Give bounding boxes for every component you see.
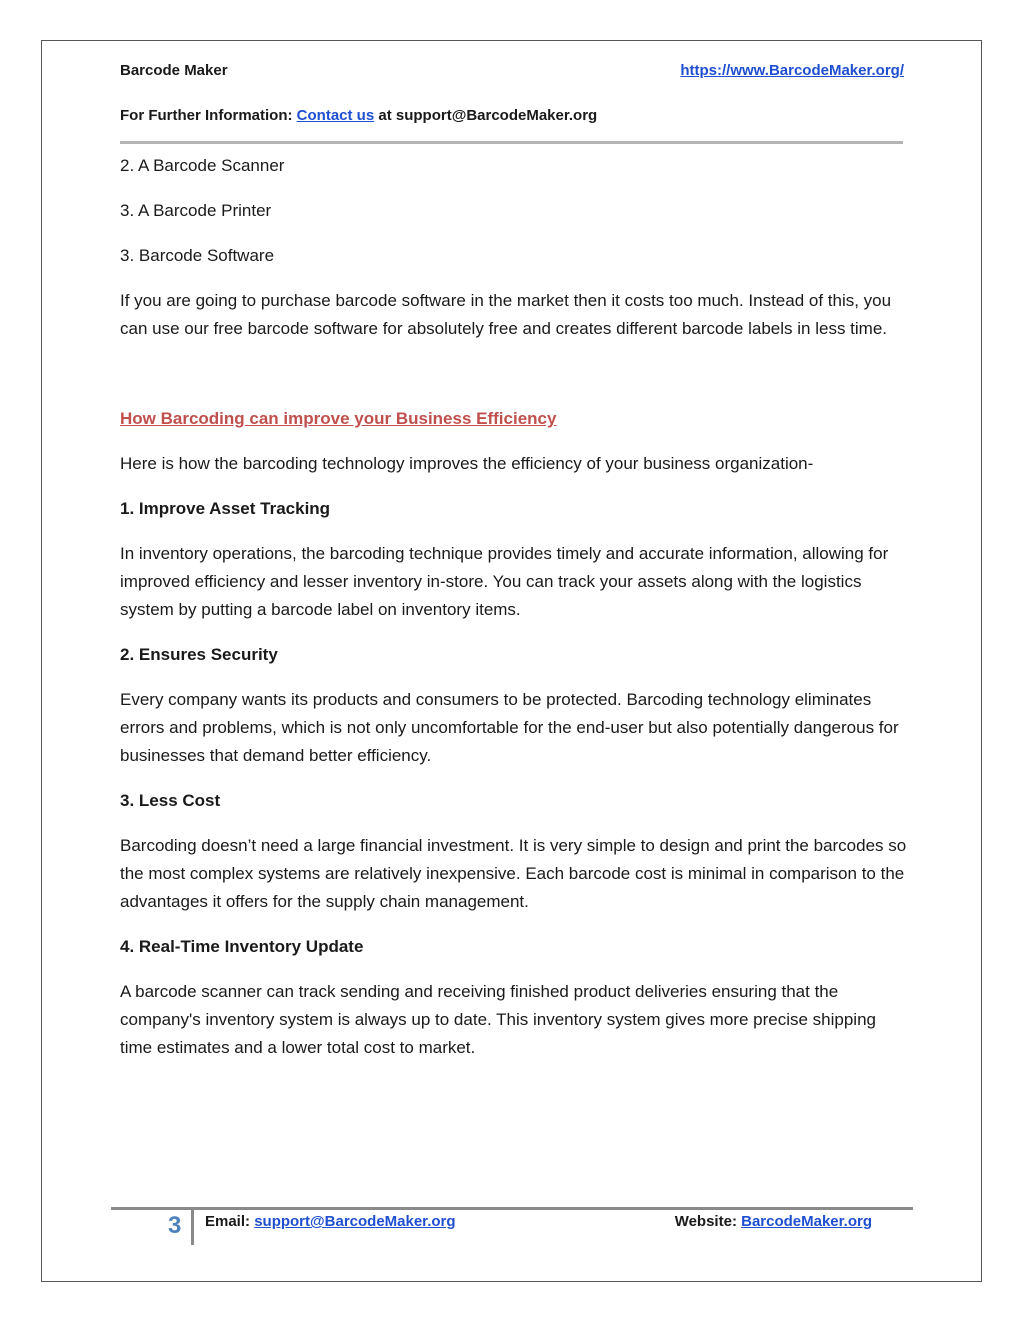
header-title: Barcode Maker bbox=[120, 62, 228, 79]
footer-website-link[interactable]: BarcodeMaker.org bbox=[741, 1213, 872, 1230]
contact-us-link[interactable]: Contact us bbox=[296, 107, 375, 124]
footer-email-label: Email: bbox=[205, 1213, 251, 1230]
footer-divider bbox=[111, 1207, 913, 1210]
point-text: Barcoding doesn’t need a large financial investment. It is very simple to design and print the barcodes so the most complex systems are relatively inexpensive. Each barcode cost is minimal in comparison to the advantages it offers for the supply chain management. bbox=[120, 836, 907, 911]
intro-paragraph: If you are going to purchase barcode software in the market then it costs too much. Instead of this, you can use our free barcode software for absolutely free and creates different barcode labels in less time. bbox=[120, 291, 892, 338]
list-item: 3. Barcode Software bbox=[120, 246, 275, 265]
header-info-prefix: For Further Information: bbox=[120, 107, 293, 124]
point-text: Every company wants its products and consumers to be protected. Barcoding technology eliminates errors and problems, which is not only uncomfortable for the end-user but also potentially dangerous for businesses that demand better efficiency. bbox=[120, 690, 899, 765]
section-intro: Here is how the barcoding technology improves the efficiency of your business organization- bbox=[120, 454, 814, 473]
header-info bbox=[120, 107, 597, 124]
page-number: 3 bbox=[168, 1212, 182, 1239]
point-title: 4. Real-Time Inventory Update bbox=[120, 937, 364, 956]
page-content bbox=[120, 152, 910, 1079]
footer-website bbox=[675, 1213, 872, 1230]
footer-website-label: Website: bbox=[674, 1213, 737, 1230]
header-info-suffix: at support@BarcodeMaker.org bbox=[378, 107, 598, 124]
point-text: In inventory operations, the barcoding technique provides timely and accurate information, allowing for improved efficiency and lesser inventory in-store. You can track your assets along with the logistics system by putting a barcode label on inventory items. bbox=[120, 544, 889, 619]
footer-separator bbox=[191, 1207, 194, 1245]
section-heading: How Barcoding can improve your Business Efficiency bbox=[120, 409, 557, 428]
point-title: 1. Improve Asset Tracking bbox=[120, 499, 331, 518]
point-title: 3. Less Cost bbox=[120, 791, 221, 810]
point-text: A barcode scanner can track sending and receiving finished product deliveries ensuring that the company's inventory system is always up to date. This inventory system gives more precise shipping time estimates and a lower total cost to market. bbox=[120, 982, 876, 1057]
header-url-link[interactable]: https://www.BarcodeMaker.org/ bbox=[680, 62, 904, 79]
point-title: 2. Ensures Security bbox=[120, 645, 278, 664]
header-divider bbox=[120, 141, 903, 144]
footer-email bbox=[205, 1213, 456, 1230]
list-item: 3. A Barcode Printer bbox=[120, 201, 272, 220]
list-item: 2. A Barcode Scanner bbox=[120, 156, 285, 175]
footer-email-link[interactable]: support@BarcodeMaker.org bbox=[254, 1213, 456, 1230]
